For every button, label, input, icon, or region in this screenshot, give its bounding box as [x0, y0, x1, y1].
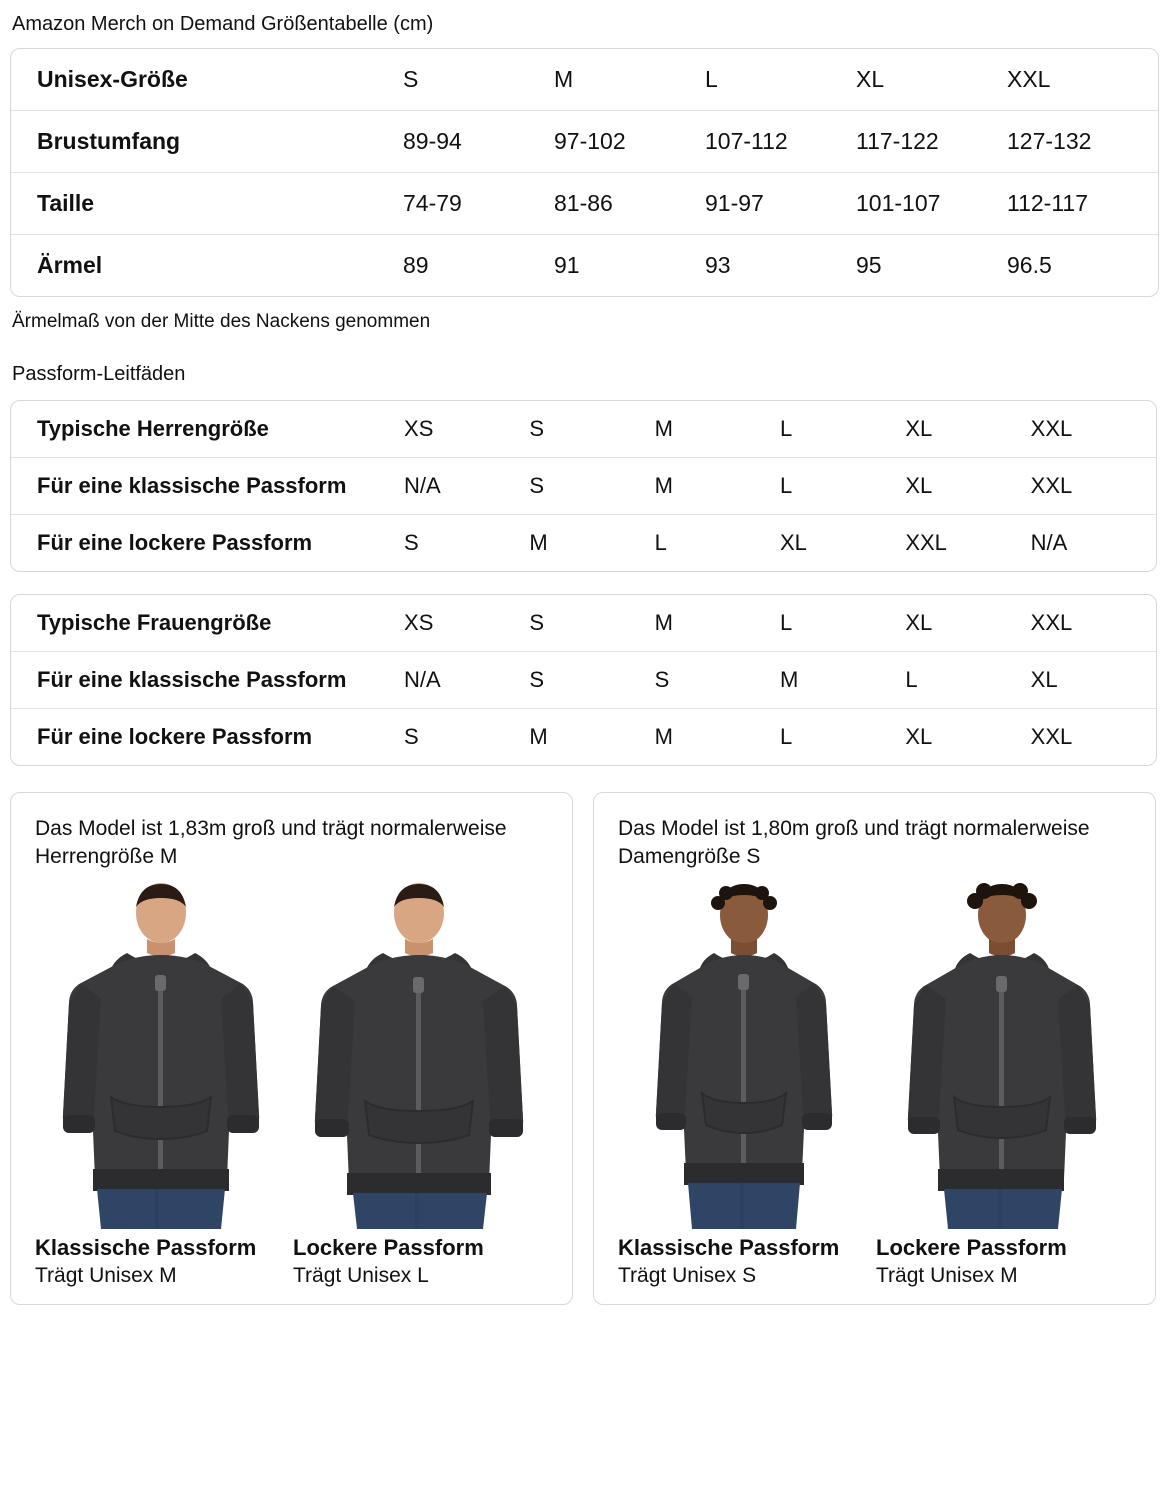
cell: S — [403, 49, 554, 111]
table-row — [11, 111, 1158, 173]
cell: XL — [905, 595, 1030, 652]
cell: L — [780, 595, 905, 652]
fit-label: Lockere Passform — [876, 1235, 1067, 1261]
row-label: Für eine lockere Passform — [37, 529, 313, 555]
cell: M — [554, 49, 705, 111]
table-row — [11, 595, 1156, 652]
female-hoodie-relaxed-illustration — [876, 879, 1128, 1229]
table-row — [11, 515, 1156, 571]
cell: M — [655, 401, 780, 458]
cell: S — [404, 529, 419, 555]
fit-label: Klassische Passform — [618, 1235, 840, 1261]
cell: XXL — [1030, 723, 1073, 749]
fit-guides-title: Passform-Leitfäden — [12, 362, 186, 385]
cell: S — [529, 595, 654, 652]
cell: M — [529, 529, 548, 555]
model-card-women — [593, 792, 1156, 1305]
cell: XL — [905, 723, 933, 749]
cell: XXL — [1031, 458, 1156, 515]
row-label: Typische Herrengröße — [11, 401, 404, 458]
cell: S — [529, 401, 654, 458]
fit-label: Lockere Passform — [293, 1235, 484, 1261]
sleeve-measurement-note: Ärmelmaß von der Mitte des Nackens genommen — [12, 311, 431, 332]
cell: L — [780, 401, 905, 458]
cell: 101-107 — [856, 173, 1007, 235]
cell: XXL — [905, 529, 947, 555]
model-cards-row — [10, 792, 1157, 1305]
cell: 107-112 — [705, 111, 856, 173]
cell: XL — [856, 49, 1007, 111]
fit-wears-label: Trägt Unisex S — [618, 1264, 757, 1288]
model-description: Das Model ist 1,80m groß und trägt normalerweise Damengröße S — [618, 816, 1090, 868]
row-label: Unisex-Größe — [11, 49, 403, 111]
cell: 93 — [705, 252, 731, 278]
cell: N/A — [1030, 529, 1068, 555]
cell: XL — [905, 458, 1030, 515]
figure-women-relaxed — [876, 879, 1128, 1288]
figure-group — [35, 879, 548, 1288]
table-gap — [10, 572, 1157, 594]
cell: 91-97 — [705, 173, 856, 235]
male-hoodie-relaxed-illustration — [293, 879, 545, 1229]
row-label: Brustumfang — [11, 111, 403, 173]
figure-men-classic — [35, 879, 287, 1288]
cell: 127-132 — [1007, 111, 1158, 173]
table-row — [11, 49, 1158, 111]
table-row — [11, 458, 1156, 515]
fit-wears-label: Trägt Unisex L — [293, 1264, 429, 1288]
table-row — [11, 401, 1156, 458]
cell: L — [780, 723, 793, 749]
cell: S — [404, 723, 419, 749]
table-row — [11, 235, 1158, 296]
cell: 74-79 — [403, 173, 554, 235]
cell: XXL — [1031, 401, 1156, 458]
figure-men-relaxed — [293, 879, 545, 1288]
female-hoodie-classic-illustration — [618, 879, 870, 1229]
cell: XXL — [1007, 49, 1158, 111]
cell: 96.5 — [1007, 252, 1052, 278]
cell: M — [655, 458, 780, 515]
row-label: Typische Frauengröße — [11, 595, 404, 652]
cell: L — [905, 652, 1030, 709]
cell: M — [780, 652, 905, 709]
cell: XS — [404, 401, 529, 458]
cell: L — [654, 529, 667, 555]
fit-label: Klassische Passform — [35, 1235, 257, 1261]
cell: 95 — [856, 252, 882, 278]
measurements-table — [10, 48, 1159, 297]
row-label: Für eine lockere Passform — [37, 723, 313, 749]
cell: 91 — [554, 252, 580, 278]
cell: XXL — [1031, 595, 1156, 652]
cell: XL — [1031, 652, 1156, 709]
cell: S — [529, 652, 654, 709]
cell: N/A — [404, 458, 529, 515]
cell: XS — [404, 595, 529, 652]
model-description: Das Model ist 1,83m groß und trägt normalerweise Herrengröße M — [35, 816, 507, 868]
cell: 89 — [403, 252, 429, 278]
cell: S — [529, 458, 654, 515]
cell: L — [780, 458, 905, 515]
cell: 81-86 — [554, 173, 705, 235]
cell: 97-102 — [554, 111, 705, 173]
table-row — [11, 652, 1156, 709]
male-hoodie-classic-illustration — [35, 879, 287, 1229]
cell: S — [655, 652, 780, 709]
model-card-men — [10, 792, 573, 1305]
page-title: Amazon Merch on Demand Größentabelle (cm) — [12, 13, 434, 35]
row-label: Taille — [11, 173, 403, 235]
table-row — [11, 173, 1158, 235]
womens-fit-table — [10, 594, 1157, 766]
cell: XL — [780, 529, 807, 555]
cell: M — [529, 723, 548, 749]
figure-group — [618, 879, 1131, 1288]
cell: M — [654, 723, 673, 749]
table-row — [11, 709, 1156, 765]
cell: XL — [905, 401, 1030, 458]
fit-wears-label: Trägt Unisex M — [35, 1264, 177, 1288]
cell: 112-117 — [1007, 173, 1158, 235]
figure-women-classic — [618, 879, 870, 1288]
cell: L — [705, 49, 856, 111]
cell: 117-122 — [856, 111, 1007, 173]
row-label: Für eine klassische Passform — [11, 652, 404, 709]
cell: N/A — [404, 652, 529, 709]
fit-wears-label: Trägt Unisex M — [876, 1264, 1018, 1288]
cell: M — [655, 595, 780, 652]
row-label: Für eine klassische Passform — [11, 458, 404, 515]
row-label: Ärmel — [37, 252, 103, 278]
mens-fit-table — [10, 400, 1157, 572]
cell: 89-94 — [403, 111, 554, 173]
